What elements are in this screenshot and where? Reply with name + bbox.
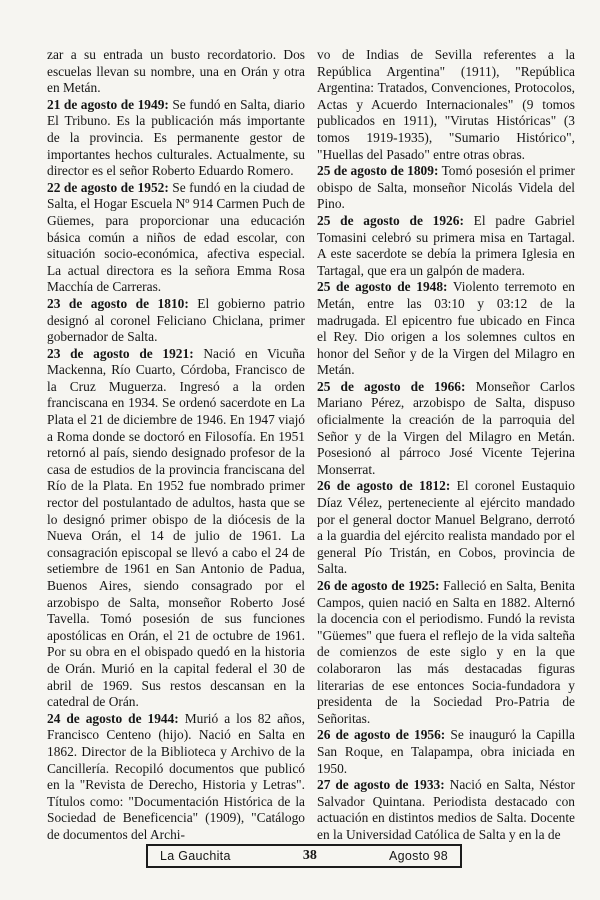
entry-text: El coronel Eustaquio Díaz Vélez, perteneciente al ejército mandado por el general doctor Manuel Belgrano, derrotó a la guardia del ejército realista mandado por el general Pío Tristán, en Cobos, provincia de Salta. <box>317 478 575 577</box>
entry <box>317 578 575 727</box>
entry <box>47 346 305 711</box>
entry-text: Se fundó en la ciudad de Salta, el Hogar Escuela Nº 914 Carmen Puch de Güemes, para proporcionar una educación básica común a niños de edad escolar, con situación socio-económica, afectiva especial. La actual directora es la señora Emma Rosa Macchía de Carreras. <box>47 179 305 295</box>
entry <box>317 279 575 379</box>
entry-date: 25 de agosto de 1809: <box>317 163 439 179</box>
entry-date: 25 de agosto de 1948: <box>317 279 448 295</box>
entry-date: 25 de agosto de 1966: <box>317 378 466 394</box>
page-footer <box>146 844 462 868</box>
entry-continuation: vo de Indias de Sevilla referentes a la República Argentina" (1911), "República Argentina: Tratados, Convenciones, Protocolos, Actas y Acuerdo Internacionales" (9 tomos publicados en 1911), "Virutas Históricas" (3 tomos 1919-1935), "Sumario Histórico", "Huellas del Pasado" entre otras obras. <box>317 47 575 162</box>
entry-date: 26 de agosto de 1812: <box>317 478 451 494</box>
entry-date: 24 de agosto de 1944: <box>47 710 179 726</box>
entry-text: Murió a los 82 años, Francisco Centeno (hijo). Nació en Salta en 1862. Director de la Biblioteca y Archivo de la Cancillería. Recopiló documentos que publicó en la "Revista de Derecho, Historia y Letras". Títulos como: "Documentación Histórica de la Sociedad de Beneficencia" (1909), "Catálogo de documentos del Archi- <box>47 710 305 842</box>
right-column <box>317 47 575 844</box>
entry-text: El gobierno patrio designó al coronel Feliciano Chiclana, primer gobernador de Salta. <box>47 295 305 345</box>
entry-date: 26 de agosto de 1956: <box>317 727 446 743</box>
entry-continuation: zar a su entrada un busto recordatorio. Dos escuelas llevan su nombre, una en Orán y otra en Metán. <box>47 47 305 96</box>
entry <box>317 163 575 213</box>
entry <box>47 296 305 346</box>
entry-date: 26 de agosto de 1925: <box>317 578 440 593</box>
entry-text: El padre Gabriel Tomasini celebró su primera misa en Tartagal. A este sacerdote se debía la primera Iglesia en Tartagal, que era un galpón de madera. <box>317 212 575 278</box>
entry-text: Nació en Vicuña Mackenna, Río Cuarto, Córdoba, Francisco de la Cruz Muguerza. Ingresó a la orden franciscana en 1934. Se ordenó sacerdote en La Plata el 21 de diciembre de 1946. En 1947 viajó a Roma donde se doctoró en Filosofía. En 1951 retornó al país, siendo designado profesor de la casa de estudios de la provincia franciscana del Río de la Plata. En 1952 fue nombrado primer rector del postulantado de adultos, hasta que se lo designó primer obispo de la diócesis de la Nueva Orán, el 14 de julio de 1961. La consagración episcopal se llevó a cabo el 24 de setiembre de 1961 en San Antonio de Padua, Buenos Aires, siendo consagrado por el arzobispo de Salta, monseñor Roberto José Tavella. Tomó posesión de sus funciones apostólicas en Orán, el 21 de octubre de 1961. Por su obra en el obispado quedó en la historia de Orán. Murió en la capital federal el 30 de abril de 1969. Sus restos descansan en la catedral de Orán. <box>47 345 305 710</box>
entry-text: Tomó posesión el primer obispo de Salta, monseñor Nicolás Videla del Pino. <box>317 163 575 212</box>
entry-date: 21 de agosto de 1949: <box>47 96 169 112</box>
entry-date: 25 de agosto de 1926: <box>317 212 464 228</box>
entry-text: Se fundó en Salta, diario El Tribuno. Es la publicación más importante de la provincia. Es permanente gestor de importantes hechos culturales. Actualmente, su director es el señor Roberto Eduardo Romero. <box>47 96 305 179</box>
entry <box>317 777 575 843</box>
entry-date: 23 de agosto de 1921: <box>47 345 194 361</box>
publication-name: La Gauchita <box>160 849 231 863</box>
entry-text: Se inauguró la Capilla San Roque, en Talapampa, obra iniciada en 1950. <box>317 727 575 776</box>
page-number: 38 <box>302 848 317 863</box>
entry <box>47 180 305 296</box>
entry-text: Nació en Salta, Néstor Salvador Quintana. Periodista destacado con actuación en distintos medios de Salta. Docente en la Universidad Católica de Salta y en la de <box>317 777 575 842</box>
entry <box>47 711 305 844</box>
entry-date: 27 de agosto de 1933: <box>317 777 445 793</box>
entry <box>317 478 575 578</box>
left-column <box>47 47 305 844</box>
entry-date: 23 de agosto de 1810: <box>47 295 189 311</box>
entry <box>317 213 575 279</box>
entry <box>47 97 305 180</box>
entry-text: Violento terremoto en Metán, entre las 03:10 y 03:12 de la madrugada. El epicentro fue ubicado en Finca el Rey. Dio origen a los solemnes cultos en honor del Señor y de la Virgen del Milagro en Metán. <box>317 279 575 378</box>
entry-text: Falleció en Salta, Benita Campos, quien nació en Salta en 1882. Alternó la docencia con el periodismo. Fundó la revista "Güemes" que fuera el reflejo de la vida salteña de comienzos de este siglo y en la que colaboraron las más destacadas figuras literarias de ese entonces Socia-fundadora y presidenta de la Sociedad Pro-Patria de Señoritas. <box>317 578 575 726</box>
entry-date: 22 de agosto de 1952: <box>47 179 169 195</box>
entry <box>317 727 575 777</box>
entry <box>317 379 575 479</box>
entry-text: Monseñor Carlos Mariano Pérez, arzobispo de Salta, dispuso oficialmente la creación de la parroquia del Señor y de la Virgen del Milagro en Metán. Posesionó al párroco José Vicente Tejerina Monserrat. <box>317 378 575 477</box>
issue-date: Agosto 98 <box>389 849 448 863</box>
